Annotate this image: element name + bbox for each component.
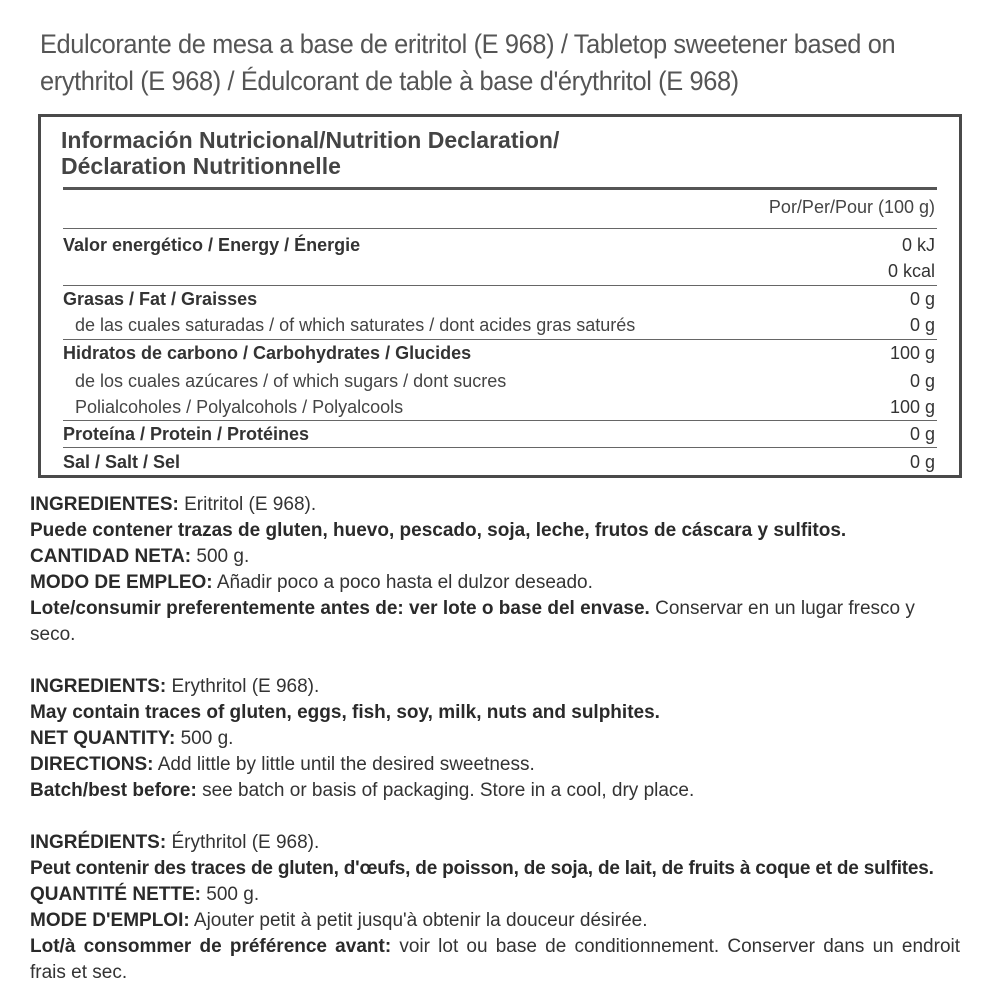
saturates-row <box>63 312 935 338</box>
protein-row <box>63 421 935 447</box>
nutrition-heading-line-1: Información Nutricional/Nutrition Declaration/ <box>61 127 560 153</box>
ingredients-label: INGREDIENTES: <box>30 494 179 515</box>
net-quantity-text: 500 g. <box>201 884 260 905</box>
batch-text: see batch or basis of packaging. Store in a cool, dry place. <box>196 780 695 801</box>
per-100g-label: Por/Per/Pour (100 g) <box>768 197 935 217</box>
directions-label: MODE D'EMPLOI: <box>30 910 190 931</box>
protein-label: Proteína / Protein / Protéines <box>63 424 310 444</box>
ingredients-text: Erythritol (E 968). <box>166 676 320 697</box>
net-quantity-label: CANTIDAD NETA: <box>30 546 192 567</box>
directions-line <box>30 570 960 596</box>
polyols-label: Polialcoholes / Polyalcohols / Polyalcools <box>75 397 404 417</box>
batch-label: Lot/à consommer de préférence avant: <box>30 936 392 957</box>
saturates-value: 0 g <box>909 315 935 335</box>
net-quantity-label: QUANTITÉ NETTE: <box>30 884 201 905</box>
salt-row <box>63 449 935 475</box>
allergens-line <box>30 856 960 882</box>
allergens-line <box>30 518 960 544</box>
batch-label: Batch/best before: <box>30 780 197 801</box>
ingredients-line <box>30 674 960 700</box>
divider <box>63 228 937 229</box>
product-title <box>40 26 914 100</box>
allergens-text: Peut contenir des traces de gluten, d'œufs, de poisson, de soja, de lait, de fruits à coque et de sulfites. <box>30 858 934 879</box>
ingredients-label: INGRÉDIENTS: <box>30 832 167 853</box>
protein-value: 0 g <box>909 424 935 444</box>
fat-label: Grasas / Fat / Graisses <box>63 289 258 309</box>
polyols-value: 100 g <box>889 397 935 417</box>
nutrition-heading-line-2: Déclaration Nutritionnelle <box>61 153 341 179</box>
fat-row <box>63 286 935 312</box>
ingredients-line <box>30 830 960 856</box>
nutrition-heading <box>61 127 559 179</box>
energy-label: Valor energético / Energy / Énergie <box>63 235 361 255</box>
directions-line <box>30 752 960 778</box>
product-title-line-2: erythritol (E 968) / Édulcorant de table à base d'érythritol (E 968) <box>40 66 739 96</box>
salt-value: 0 g <box>909 452 935 472</box>
sugars-row <box>63 368 935 394</box>
nutrition-panel <box>38 114 962 478</box>
directions-text: Añadir poco a poco hasta el dulzor deseado. <box>212 572 593 593</box>
label-text <box>30 492 960 986</box>
batch-label: Lote/consumir preferentemente antes de: ver lote o base del envase. <box>30 598 650 619</box>
net-quantity-line <box>30 544 960 570</box>
directions-line <box>30 908 960 934</box>
energy-row <box>63 232 935 258</box>
product-title-line-1: Edulcorante de mesa a base de eritritol (E 968) / Tabletop sweetener based on <box>40 29 896 59</box>
net-quantity-text: 500 g. <box>191 546 250 567</box>
sugars-label: de los cuales azúcares / of which sugars / dont sucres <box>75 371 507 391</box>
energy-kj: 0 kJ <box>901 235 935 255</box>
ingredients-line <box>30 492 960 518</box>
salt-label: Sal / Salt / Sel <box>63 452 181 472</box>
batch-line <box>30 934 960 986</box>
energy-kcal-row <box>63 258 935 284</box>
net-quantity-text: 500 g. <box>175 728 234 749</box>
directions-text: Add little by little until the desired sweetness. <box>153 754 535 775</box>
net-quantity-line <box>30 726 960 752</box>
polyols-row <box>63 394 935 420</box>
carbs-row <box>63 340 935 366</box>
directions-label: DIRECTIONS: <box>30 754 154 775</box>
batch-line <box>30 596 960 648</box>
batch-text: voir lot ou base de conditionnement. Conserver dans un endroit frais et sec. <box>30 936 961 983</box>
fat-value: 0 g <box>909 289 935 309</box>
carbs-value: 100 g <box>889 343 935 363</box>
directions-label: MODO DE EMPLEO: <box>30 572 213 593</box>
spanish-section <box>30 492 960 648</box>
batch-text: Conservar en un lugar fresco y seco. <box>30 598 915 645</box>
batch-line <box>30 778 960 804</box>
heading-divider <box>63 187 937 190</box>
saturates-label: de las cuales saturadas / of which saturates / dont acides gras saturés <box>75 315 636 335</box>
net-quantity-line <box>30 882 960 908</box>
ingredients-text: Érythritol (E 968). <box>166 832 320 853</box>
ingredients-text: Eritritol (E 968). <box>178 494 317 515</box>
energy-kcal: 0 kcal <box>887 261 935 281</box>
net-quantity-label: NET QUANTITY: <box>30 728 176 749</box>
ingredients-label: INGREDIENTS: <box>30 676 167 697</box>
french-section <box>30 830 960 986</box>
allergens-text: May contain traces of gluten, eggs, fish, soy, milk, nuts and sulphites. <box>30 702 660 723</box>
divider <box>63 447 937 448</box>
allergens-text: Puede contener trazas de gluten, huevo, pescado, soja, leche, frutos de cáscara y sulfitos. <box>30 520 847 541</box>
allergens-line <box>30 700 960 726</box>
carbs-label: Hidratos de carbono / Carbohydrates / Glucides <box>63 343 472 363</box>
directions-text: Ajouter petit à petit jusqu'à obtenir la douceur désirée. <box>189 910 648 931</box>
sugars-value: 0 g <box>909 371 935 391</box>
english-section <box>30 674 960 804</box>
